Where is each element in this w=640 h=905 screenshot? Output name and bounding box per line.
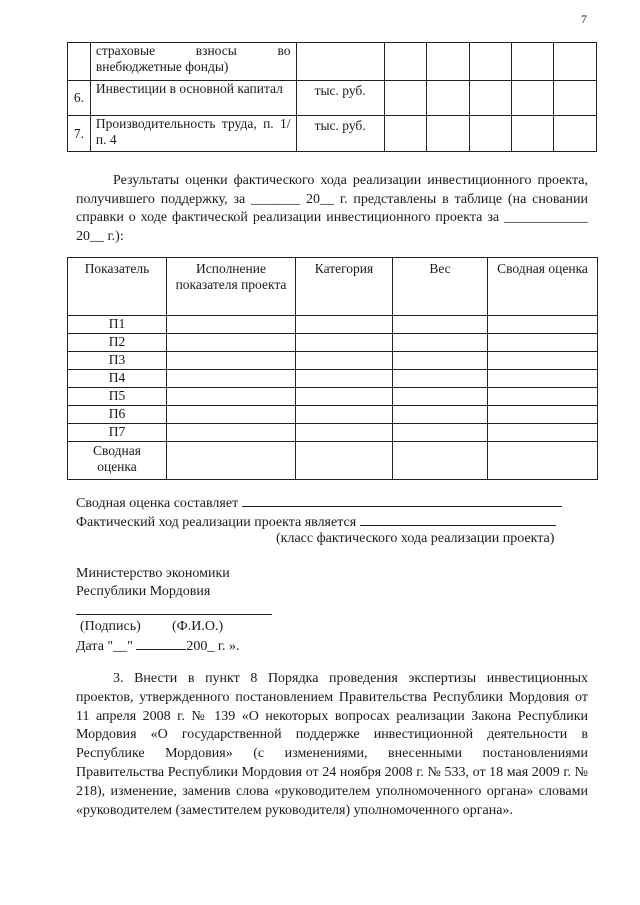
page-number: 7 [581, 12, 587, 26]
results-paragraph: Результаты оценки фактического хода реализации инвестиционного проекта, получившего поддержку, за _______ 20__ г. представлены в таблице (на сновании справки о ходе фактической реализации инвестиционного проекта за ____________ 20__ г.): [76, 173, 588, 244]
table-row [68, 81, 597, 116]
date-line [76, 636, 240, 656]
row-number [68, 43, 91, 81]
table-header-row [68, 258, 598, 316]
indicator-name: страховые взносы во внебюджетные фонды) [90, 43, 296, 81]
table-row [68, 116, 597, 152]
signature-label: (Подпись) [80, 619, 141, 634]
evaluation-table [67, 257, 598, 480]
fio-label: (Ф.И.О.) [172, 619, 224, 634]
table-row [68, 370, 598, 388]
header-summary: Сводная оценка [488, 258, 598, 316]
row-label: П6 [68, 406, 167, 424]
row-number: 7. [68, 116, 91, 152]
date-prefix: Дата "__" [76, 639, 133, 654]
row-number: 6. [68, 81, 91, 116]
table-row [68, 424, 598, 442]
header-weight: Вес [393, 258, 488, 316]
table-row [68, 442, 598, 480]
ministry-line-1: Министерство экономики [76, 566, 230, 581]
header-indicator: Показатель [68, 258, 167, 316]
actual-course-label: Фактический ход реализации проекта является [76, 515, 357, 530]
ministry-line-2: Республики Мордовия [76, 584, 211, 599]
actual-course-line [76, 512, 556, 532]
table-row [68, 316, 598, 334]
summary-blank [242, 493, 562, 507]
indicator-name: Производительность труда, п. 1/п. 4 [90, 116, 296, 152]
row-label: П2 [68, 334, 167, 352]
row-label: П3 [68, 352, 167, 370]
row-label: П7 [68, 424, 167, 442]
row-label: П5 [68, 388, 167, 406]
indicators-table [67, 42, 597, 152]
unit-cell: тыс. руб. [296, 81, 384, 116]
actual-course-blank [360, 512, 556, 526]
summary-label: Сводная оценка составляет [76, 496, 239, 511]
row-label: П1 [68, 316, 167, 334]
table-row [68, 352, 598, 370]
indicator-name: Инвестиции в основной капитал [90, 81, 296, 116]
date-blank [136, 636, 186, 650]
amendment-paragraph: 3. Внести в пункт 8 Порядка проведения экспертизы инвестиционных проектов, утвержденного постановлением Правительства Республики Мордовия от 11 апреля 2008 г. № 139 «О некоторых вопросах реализации Закона Республики Мордовия «О государственной поддержке инвестиционной деятельности в Республике Мордовия» (с изменениями, внесенными постановлениями Правительства Республики Мордовия от 24 ноября 2008 г. № 533, от 18 мая 2009 г. № 218), изменение, заменив слова «руководителем уполномоченного органа» словами «руководителем (заместителем руководителя) уполномоченного органа». [76, 671, 588, 818]
row-label: П4 [68, 370, 167, 388]
row-label: Сводная оценка [68, 442, 167, 480]
summary-line [76, 493, 562, 513]
class-note: (класс фактического хода реализации проекта) [276, 531, 555, 546]
unit-cell [296, 43, 384, 81]
header-execution: Исполнение показателя проекта [167, 258, 296, 316]
table-row [68, 43, 597, 81]
signature-rule [76, 614, 272, 615]
unit-cell: тыс. руб. [296, 116, 384, 152]
table-row [68, 334, 598, 352]
date-suffix: 200_ г. ». [186, 639, 240, 654]
table-row [68, 406, 598, 424]
table-row [68, 388, 598, 406]
header-category: Категория [296, 258, 393, 316]
